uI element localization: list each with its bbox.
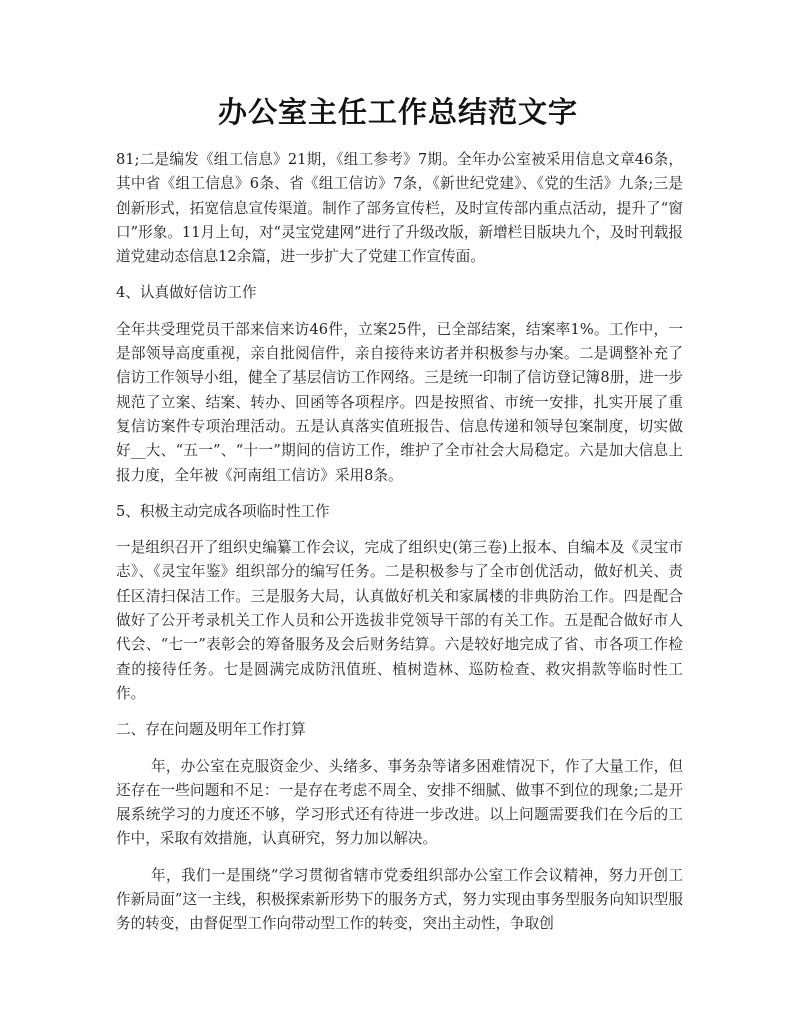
section-heading: 二、存在问题及明年工作打算 xyxy=(116,721,306,739)
document-title: 办公室主任工作总结范文字 xyxy=(217,95,578,129)
section-heading: 4、认真做好信访工作 xyxy=(116,284,257,302)
section-heading: 5、积极主动完成各项临时性工作 xyxy=(116,502,330,520)
body-paragraph: 年，办公室在克服资金少、头绪多、事务杂等诸多困难情况下，作了大量工作，但还存在一些问题和不足：一是存在考虑不周全、安排不细腻、做事不到位的现象;二是开展系统学习的力度还不够，学习形式还有待进一步改进。以上问题需要我们在今后的工作中，采取有效措施，认真研究，努力加以解决。 xyxy=(116,757,683,848)
body-paragraph: 一是组织召开了组织史编纂工作会议，完成了组织史(第三卷)上报本、自编本及《灵宝市志》、《灵宝年鉴》组织部分的编写任务。二是积极参与了全市创优活动，做好机关、责任区清扫保洁工作。三是服务大局，认真做好机关和家属楼的非典防治工作。四是配合做好了公开考录机关工作人员和公开选拔非党领导干部的有关工作。五是配合做好市人代会、“七一”表彰会的筹备服务及会后财务结算。六是较好地完成了省、市各项工作检查的接待任务。七是圆满完成防汛值班、植树造林、巡防检查、救灾捐款等临时性工作。 xyxy=(116,539,683,702)
body-paragraph: 年，我们一是围绕“学习贯彻省辖市党委组织部办公室工作会议精神，努力开创工作新局面”这一主线，积极探索新形势下的服务方式，努力实现由事务型服务向知识型服务的转变，由督促型工作向带动型工作的转变，突出主动性，争取创 xyxy=(116,866,683,933)
body-paragraph: 全年共受理党员干部来信来访46件，立案25件，已全部结案，结案率1%。工作中，一是部领导高度重视，亲自批阅信件，亲自接待来访者并积极参与办案。二是调整补充了信访工作领导小组，健全了基层信访工作网络。三是统一印制了信访登记簿8册，进一步规范了立案、结案、转办、回函等各项程序。四是按照省、市统一安排，扎实开展了重复信访案件专项治理活动。五是认真落实值班报告、信息传递和领导包案制度，切实做好__大、“五一”、“十一”期间的信访工作，维护了全市社会大局稳定。六是加大信息上报力度，全年被《河南组工信访》采用8条。 xyxy=(116,320,683,484)
document-body xyxy=(116,148,683,949)
body-paragraph: 81;二是编发《组工信息》21期，《组工参考》7期。全年办公室被采用信息文章46条，其中省《组工信息》6条、省《组工信访》7条，《新世纪党建》、《党的生活》九条;三是创新形式，拓宽信息宣传渠道。制作了部务宣传栏，及时宣传部内重点活动，提升了“窗口”形象。11月上旬，对“灵宝党建网”进行了升级改版，新增栏目版块九个，及时刊载报道党建动态信息12余篇，进一步扩大了党建工作宣传面。 xyxy=(116,151,683,266)
